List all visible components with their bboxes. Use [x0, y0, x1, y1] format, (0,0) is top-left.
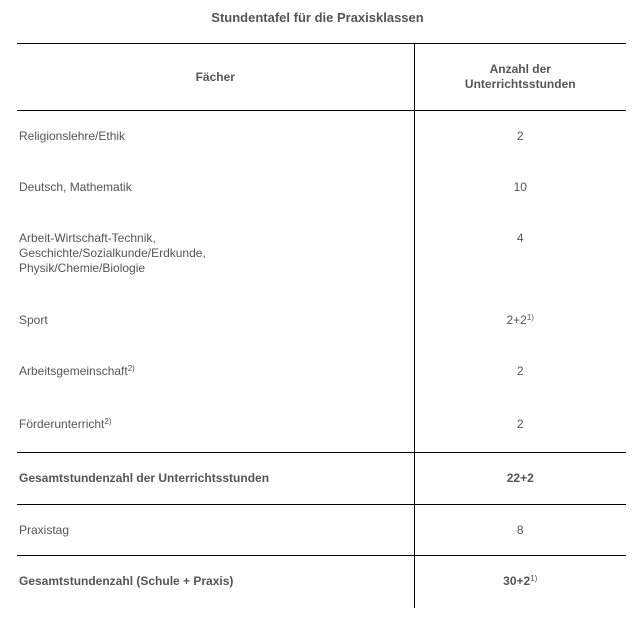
subject-cell	[17, 399, 414, 453]
table-row	[17, 213, 626, 295]
table-row	[17, 295, 626, 346]
total-lessons-row	[17, 453, 626, 505]
header-hours-line2: Unterrichtsstunden	[464, 77, 576, 91]
subject-cell: Religionslehre/Ethik	[17, 111, 414, 162]
table-row	[17, 111, 626, 162]
hours-cell: 2	[516, 416, 524, 431]
footnote-marker: 1)	[526, 312, 534, 322]
hours-cell: 2	[516, 129, 524, 143]
subject-cell: Sport	[17, 295, 414, 346]
subject-cell	[17, 213, 414, 295]
footnote-marker: 2)	[104, 416, 112, 426]
header-subjects: Fächer	[17, 44, 414, 111]
footnote-marker: 2)	[127, 363, 135, 373]
hours-value: 30+2	[503, 574, 531, 589]
table-header-row	[17, 44, 626, 111]
total-lessons-hours: 22+2	[414, 453, 626, 505]
table-row	[17, 346, 626, 399]
table-row	[17, 162, 626, 213]
practice-day-label: Praxistag	[17, 505, 414, 556]
page-title: Stundentafel für die Praxisklassen	[211, 10, 424, 25]
hours-cell: 10	[513, 179, 527, 194]
subject-cell: Deutsch, Mathematik	[17, 162, 414, 213]
subject-line: Geschichte/Sozialkunde/Erdkunde,	[19, 245, 206, 260]
subject-line: Physik/Chemie/Biologie	[19, 260, 146, 275]
practice-day-row	[17, 505, 626, 556]
hours-cell	[414, 295, 626, 346]
subject-line: Arbeit-Wirtschaft-Technik,	[19, 230, 156, 245]
hours-cell: 2	[516, 363, 524, 378]
subject-value: Arbeitsgemeinschaft	[19, 363, 128, 378]
footnote-marker: 1)	[530, 574, 538, 584]
practice-day-hours: 8	[414, 505, 626, 556]
header-hours-line1: Anzahl der	[489, 62, 551, 76]
header-hours	[414, 44, 626, 111]
subject-value: Förderunterricht	[19, 416, 105, 431]
total-overall-label: Gesamtstundenzahl (Schule + Praxis)	[17, 556, 414, 608]
hours-value: 2+2	[506, 312, 527, 327]
subject-cell	[17, 346, 414, 399]
table-row	[17, 399, 626, 453]
hours-cell: 4	[516, 230, 524, 245]
total-overall-hours	[414, 556, 626, 608]
timetable	[17, 43, 626, 608]
total-lessons-label: Gesamtstundenzahl der Unterrichtsstunden	[17, 453, 414, 505]
total-overall-row	[17, 556, 626, 608]
